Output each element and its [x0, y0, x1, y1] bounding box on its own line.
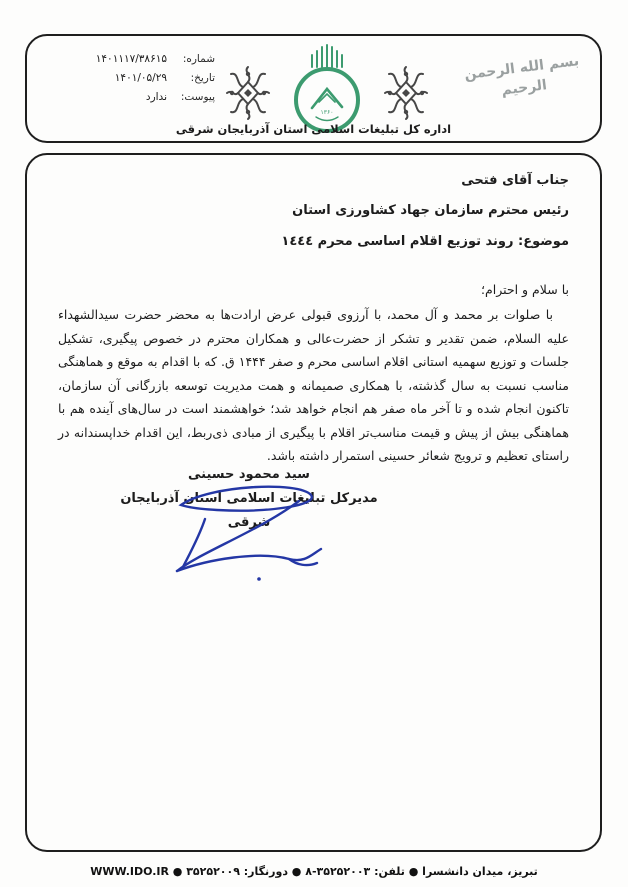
- letter-date-row: [65, 72, 215, 84]
- date-value: ۱۴۰۱/۰۵/۲۹: [114, 72, 167, 84]
- logo-year-text: ۱۳۶۰: [320, 109, 334, 116]
- signature-block: [99, 463, 399, 535]
- subject-line: موضوع: روند توزیع اقلام اساسی محرم ١٤٤٤: [281, 234, 569, 249]
- organization-name: اداره کل تبلیغات اسلامی استان آذربایجان شرقی: [175, 122, 452, 136]
- signer-name: سید محمود حسینی: [188, 467, 310, 482]
- bismillah-calligraphy: بسم الله الرحمن الرحیم: [463, 53, 580, 99]
- letter-body-paragraph: با صلوات بر محمد و آل محمد، با آرزوی قبولی عرض ارادت‌ها به محضر حضرت سیدالشهداء علیه السلام، ضمن تقدیر و تشکر از حضرت‌عالی و همکاران محترم در خصوص پیگیری، تشکیل جلسات و توزیع سهمیه استانی اقلام اساسی محرم و صفر ۱۴۴۴ ق. که با اقدام به موقع و هماهنگی مناسب نسبت به سال گذشته، با همکاری صمیمانه و همت مدیریت توسعه بازرگانی آن سازمان، تاکنون انجام شده و تا آخر ماه صفر هم انجام خواهد شد؛ خواهشمند است در سال‌های آینده هم با هماهنگی بیش از پیش و قیمت مناسب‌تر اقلام با پیگیری از مبادی ذی‌ربط، این اقدام خداپسندانه در راستای تعظیم و ترویج شعائر حسینی استمرار داشته باشد.: [58, 307, 569, 463]
- attachment-label: پیوست:: [180, 91, 215, 103]
- recipient-title: رئیس محترم سازمان جهاد کشاورزی استان: [292, 203, 569, 218]
- letter-meta: [65, 53, 215, 110]
- number-label: شماره:: [182, 53, 215, 65]
- letterhead-box: [25, 34, 602, 143]
- arabesque-ornament-icon: [381, 64, 431, 126]
- number-value: ۱۴۰۱۱۱۷/۳۸۶۱۵: [95, 53, 167, 65]
- recipient-name: جناب آقای فتحی: [461, 173, 569, 188]
- letter-number-row: [65, 53, 215, 65]
- arabesque-ornament-icon: [223, 64, 273, 126]
- attachment-row: [65, 91, 215, 103]
- signer-title: مدیرکل تبلیغات اسلامی استان آذربایجان شرقی: [120, 491, 378, 530]
- date-label: تاریخ:: [190, 72, 215, 84]
- salutation: با سلام و احترام؛: [481, 282, 569, 297]
- footer-contact-line: تبریز، میدان دانشسرا ● تلفن: ۳۵۲۵۲۰۰۳-۸ ● دورنگار: ۳۵۲۵۲۰۰۹ ● WWW.IDO.IR: [90, 865, 538, 878]
- attachment-value: ندارد: [145, 91, 167, 103]
- letter-body-box: [25, 153, 602, 852]
